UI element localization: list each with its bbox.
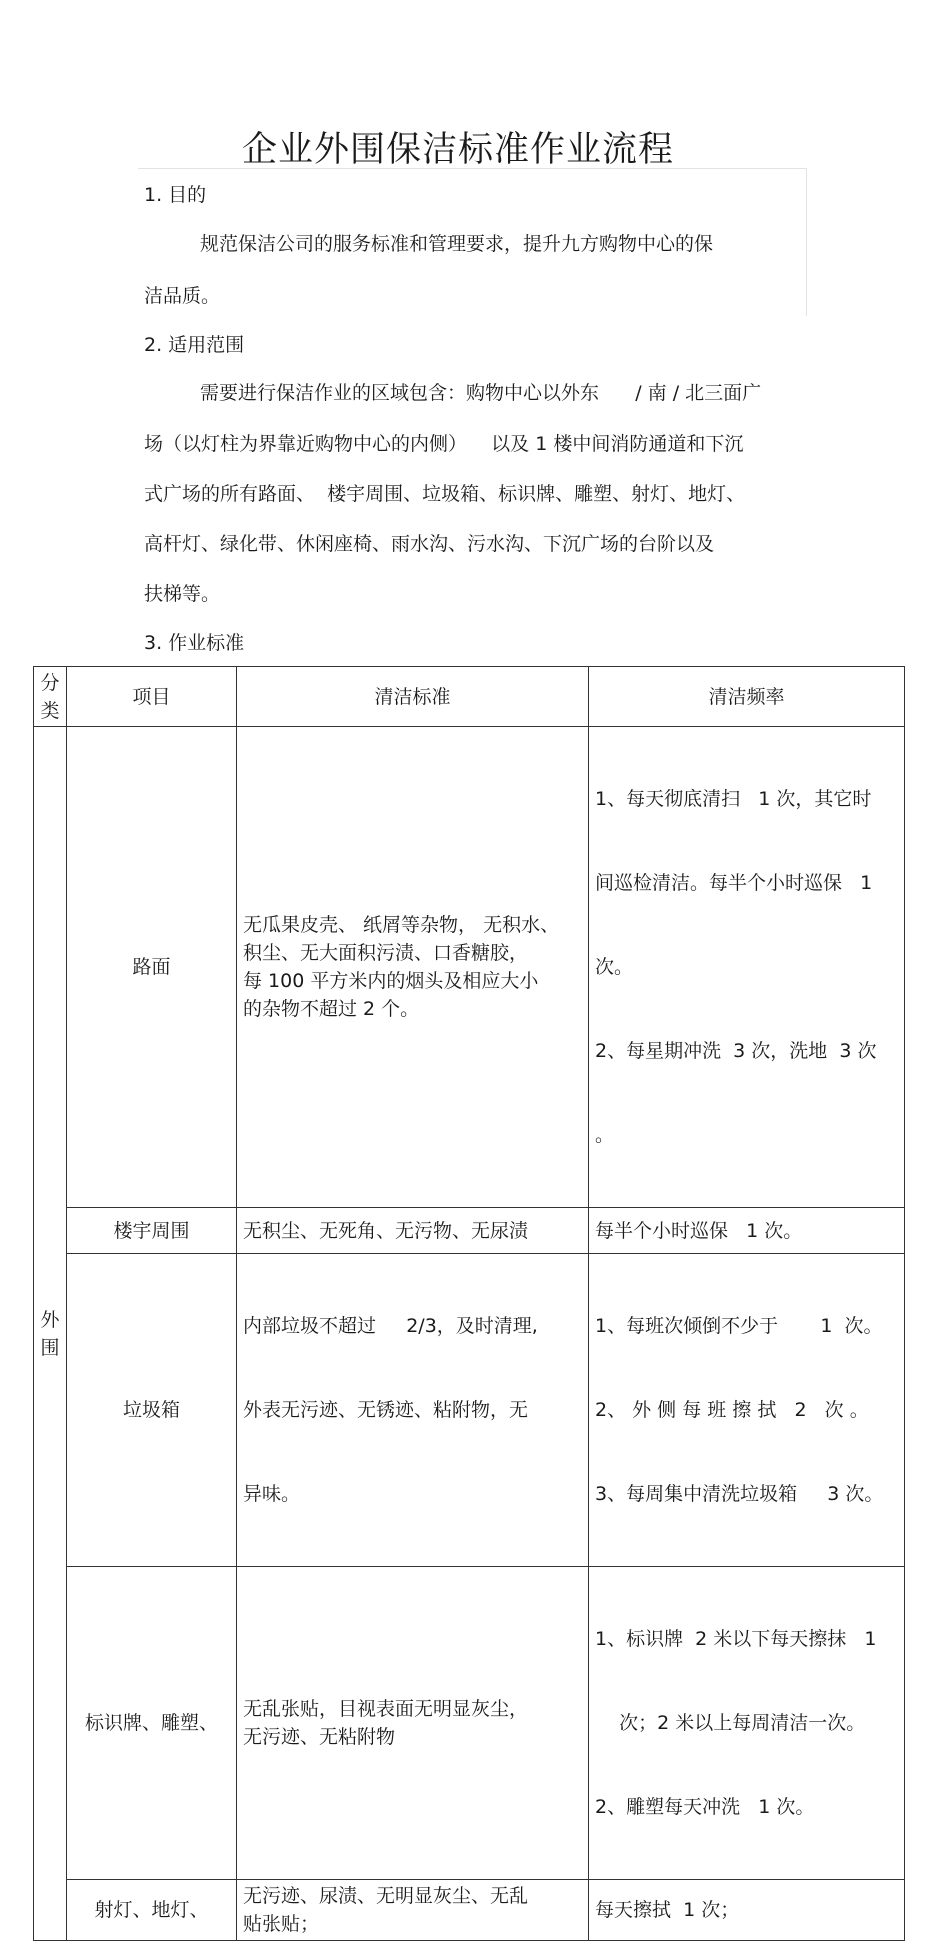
section-heading-purpose: 1. 目的: [144, 184, 207, 206]
item-cell: 垃圾箱: [67, 1254, 237, 1567]
standard-cell: 无污迹、尿渍、无明显灰尘、无乱 贴张贴；: [237, 1880, 589, 1941]
category-cell: 外围: [34, 727, 67, 1941]
standard-cell: 无积尘、无死角、无污物、无尿渍: [237, 1208, 589, 1254]
frequency-cell: 每半个小时巡保 1 次。: [589, 1208, 905, 1254]
scope-line-1: 需要进行保洁作业的区域包含：购物中心以外东 / 南 / 北三面广: [200, 382, 762, 404]
header-standard: 清洁标准: [237, 667, 589, 727]
table-row: [34, 1567, 905, 1880]
purpose-line-1: 规范保洁公司的服务标准和管理要求，提升九方购物中心的保: [200, 233, 714, 255]
header-item: 项目: [67, 667, 237, 727]
scope-line-4: 高杆灯、绿化带、休闲座椅、雨水沟、污水沟、下沉广场的台阶以及: [144, 533, 715, 555]
frequency-cell: 1、每班次倾倒不少于 1 次。 2、 外 侧 每 班 擦 拭 2 次 。 3、每周集中清洗垃圾箱 3 次。: [589, 1254, 905, 1567]
scope-line-5: 扶梯等。: [144, 583, 221, 605]
table-header-row: [34, 667, 905, 727]
cleaning-standard-table: [33, 666, 905, 1941]
table-row: [34, 1880, 905, 1941]
item-cell: 标识牌、雕塑、: [67, 1567, 237, 1880]
scope-line-2: 场（以灯柱为界靠近购物中心的内侧） 以及 1 楼中间消防通道和下沉: [144, 433, 744, 455]
section-heading-scope: 2. 适用范围: [144, 334, 245, 356]
standard-cell: 无瓜果皮壳、 纸屑等杂物， 无积水、 积尘、无大面积污渍、口香糖胶， 每 100 平方米内的烟头及相应大小 的杂物不超过 2 个。: [237, 727, 589, 1208]
table-row: [34, 727, 905, 1208]
purpose-line-2: 洁品质。: [144, 285, 221, 307]
standard-cell: 内部垃圾不超过 2/3，及时清理, 外表无污迹、无锈迹、粘附物，无 异味。: [237, 1254, 589, 1567]
item-cell: 射灯、地灯、: [67, 1880, 237, 1941]
item-cell: 路面: [67, 727, 237, 1208]
table-row: [34, 1254, 905, 1567]
scope-line-3: 式广场的所有路面、 楼宇周围、垃圾箱、标识牌、雕塑、射灯、地灯、: [144, 483, 746, 505]
header-category: 分类: [34, 667, 67, 727]
header-frequency: 清洁频率: [589, 667, 905, 727]
frequency-cell: 1、每天彻底清扫 1 次，其它时 间巡检清洁。每半个小时巡保 1 次。 2、每星期冲洗 3 次，洗地 3 次 。: [589, 727, 905, 1208]
table-row: [34, 1208, 905, 1254]
section-heading-standard: 3. 作业标准: [144, 632, 245, 654]
frequency-cell: 1、标识牌 2 米以下每天擦抹 1 次；2 米以上每周清洁一次。 2、雕塑每天冲洗 1 次。: [589, 1567, 905, 1880]
frequency-cell: 每天擦拭 1 次；: [589, 1880, 905, 1941]
page-title: 企业外围保洁标准作业流程: [241, 130, 674, 170]
standard-cell: 无乱张贴，目视表面无明显灰尘， 无污迹、无粘附物: [237, 1567, 589, 1880]
item-cell: 楼宇周围: [67, 1208, 237, 1254]
